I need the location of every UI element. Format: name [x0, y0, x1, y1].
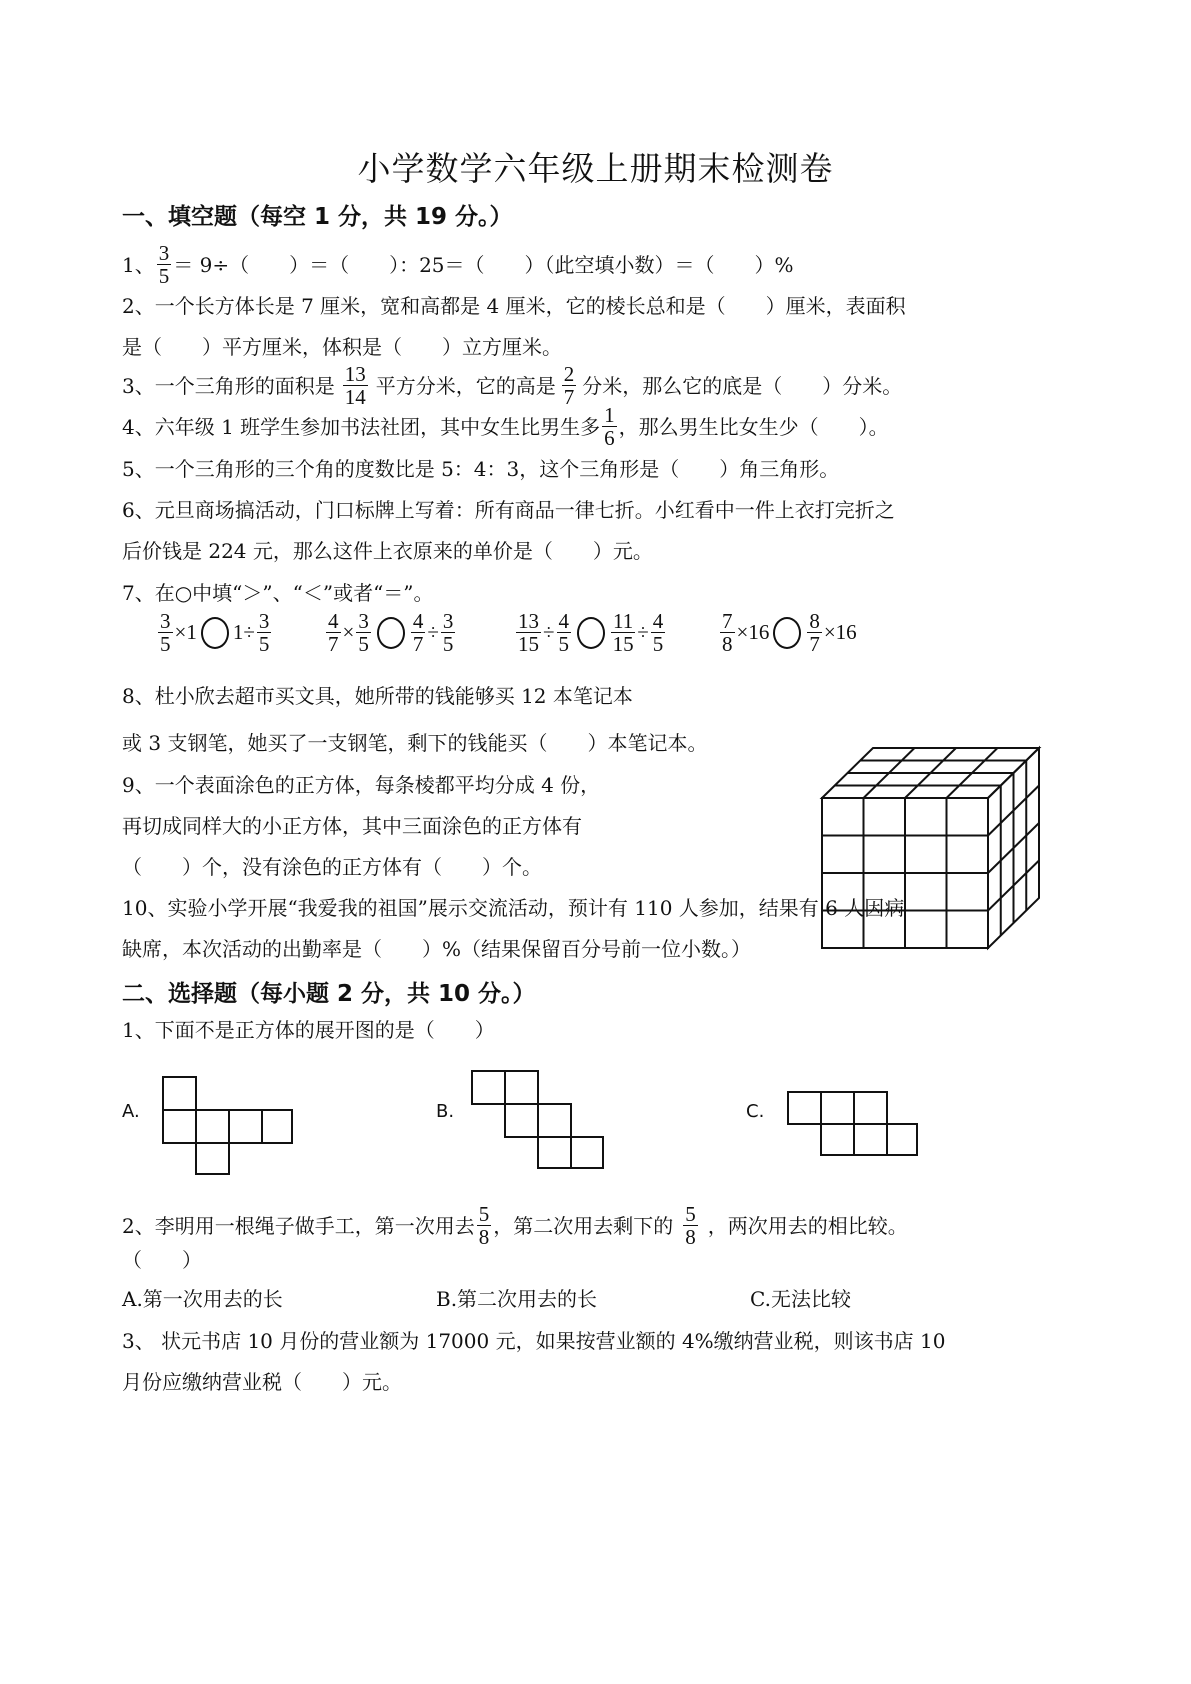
- math-operator: ÷: [427, 620, 439, 644]
- question-1-2-line1: 2、一个长方体长是 7 厘米，宽和高都是 4 厘米，它的棱长总和是（ ）厘米，表面积: [122, 294, 906, 318]
- question-text: 平方分米，它的高是: [375, 373, 556, 398]
- fraction: $\frac{4}{5}$: [558, 609, 570, 656]
- option-b[interactable]: B.第二次用去的长: [436, 1287, 598, 1311]
- question-text: 2、李明用一根绳子做手工，第一次用去: [122, 1213, 475, 1238]
- fraction: $\frac{5}{8}$: [685, 1202, 696, 1249]
- fraction: $\frac{1}{6}$: [604, 403, 615, 450]
- question-2-3-line2: 月份应缴纳营业税（ ）元。: [122, 1370, 402, 1394]
- fraction: $\frac{13}{15}$: [518, 609, 539, 656]
- question-1-9-line2: 再切成同样大的小正方体，其中三面涂色的正方体有: [122, 814, 582, 838]
- math-operator: ×: [342, 620, 355, 644]
- math-text: ×1: [174, 620, 197, 644]
- fraction: $\frac{3}{5}$: [160, 609, 171, 656]
- section-1-heading: 一、填空题（每空 1 分，共 19 分。）: [122, 204, 513, 230]
- fraction: $\frac{4}{7}$: [412, 609, 424, 656]
- question-text: ，两次用去的相比较。: [707, 1213, 908, 1238]
- section-2-heading: 二、选择题（每小题 2 分，共 10 分。）: [122, 981, 536, 1007]
- net-b: [472, 1071, 603, 1168]
- fraction: $\frac{3}{5}$: [442, 609, 454, 656]
- question-1-9-line1: 9、一个表面涂色的正方体，每条棱都平均分成 4 份，: [122, 773, 601, 797]
- option-c[interactable]: C.无法比较: [750, 1287, 851, 1311]
- fraction: $\frac{8}{7}$: [809, 609, 820, 656]
- answer-blank[interactable]: （ ）: [122, 1248, 202, 1272]
- question-text: ＝ 9÷（ ）＝（ ）：25＝（ ）（此空填小数）＝（ ）%: [173, 252, 794, 277]
- question-text: 3、一个三角形的面积是: [122, 373, 335, 398]
- fraction: $\frac{3}{5}$: [258, 609, 270, 656]
- question-1-7-stem: 7、在○中填“＞”、“＜”或者“＝”。: [122, 581, 434, 605]
- question-text: ，那么男生比女生少（ ）。: [618, 414, 889, 439]
- math-operator: ÷: [543, 620, 555, 644]
- question-2-2: [122, 1203, 908, 1248]
- fraction: $\frac{13}{14}$: [344, 362, 366, 409]
- question-prefix: 1、: [122, 252, 155, 277]
- question-1-9-line3: （ ）个，没有涂色的正方体有（ ）个。: [122, 855, 542, 879]
- net-c: [788, 1092, 917, 1155]
- question-2-1-stem: 1、下面不是正方体的展开图的是（ ）: [122, 1018, 495, 1042]
- question-text: ，第二次用去剩下的: [493, 1213, 674, 1238]
- option-c-label[interactable]: C.: [746, 1101, 765, 1122]
- option-a-label[interactable]: A.: [122, 1101, 140, 1122]
- fraction: $\frac{3}{5}$: [158, 241, 170, 288]
- math-text: ×16: [736, 620, 770, 644]
- option-a[interactable]: A.第一次用去的长: [122, 1287, 283, 1311]
- question-text: 分米，那么它的底是（ ）分米。: [582, 373, 903, 398]
- page-title: 小学数学六年级上册期末检测卷: [357, 149, 834, 188]
- option-b-label[interactable]: B.: [436, 1101, 455, 1122]
- fraction: $\frac{4}{7}$: [328, 609, 339, 656]
- question-text: 4、六年级 1 班学生参加书法社团，其中女生比男生多: [122, 414, 601, 439]
- fraction: $\frac{7}{8}$: [722, 609, 733, 656]
- fraction: $\frac{5}{8}$: [478, 1202, 490, 1249]
- question-1-5: 5、一个三角形的三个角的度数比是 5：4：3，这个三角形是（ ）角三角形。: [122, 457, 840, 481]
- question-1-2-line2: 是（ ）平方厘米，体积是（ ）立方厘米。: [122, 335, 562, 359]
- fraction: $\frac{4}{5}$: [652, 609, 664, 656]
- question-1-10-line1: 10、实验小学开展“我爱我的祖国”展示交流活动，预计有 110 人参加，结果有 6 人因病: [122, 896, 905, 920]
- question-2-3-line1: 3、 状元书店 10 月份的营业额为 17000 元，如果按营业额的 4%缴纳营业税，则该书店 10: [122, 1329, 946, 1353]
- fraction: $\frac{2}{7}$: [563, 362, 575, 409]
- question-1-10-line2: 缺席，本次活动的出勤率是（ ）%（结果保留百分号前一位小数。）: [122, 937, 752, 961]
- math-operator: ÷: [637, 620, 649, 644]
- net-a: [163, 1077, 292, 1174]
- fraction: $\frac{3}{5}$: [358, 609, 369, 656]
- math-text: ×16: [823, 620, 857, 644]
- question-1-8-line1: 8、杜小欣去超市买文具，她所带的钱能够买 12 本笔记本: [122, 684, 633, 708]
- question-1-6-line2: 后价钱是 224 元，那么这件上衣原来的单价是（ ）元。: [122, 539, 653, 563]
- math-text: 1÷: [232, 620, 255, 644]
- question-1-6-line1: 6、元旦商场搞活动，门口标牌上写着：所有商品一律七折。小红看中一件上衣打完折之: [122, 498, 895, 522]
- fraction: $\frac{11}{15}$: [612, 609, 634, 656]
- question-1-8-line2: 或 3 支钢笔，她买了一支钢笔，剩下的钱能买（ ）本笔记本。: [122, 731, 708, 755]
